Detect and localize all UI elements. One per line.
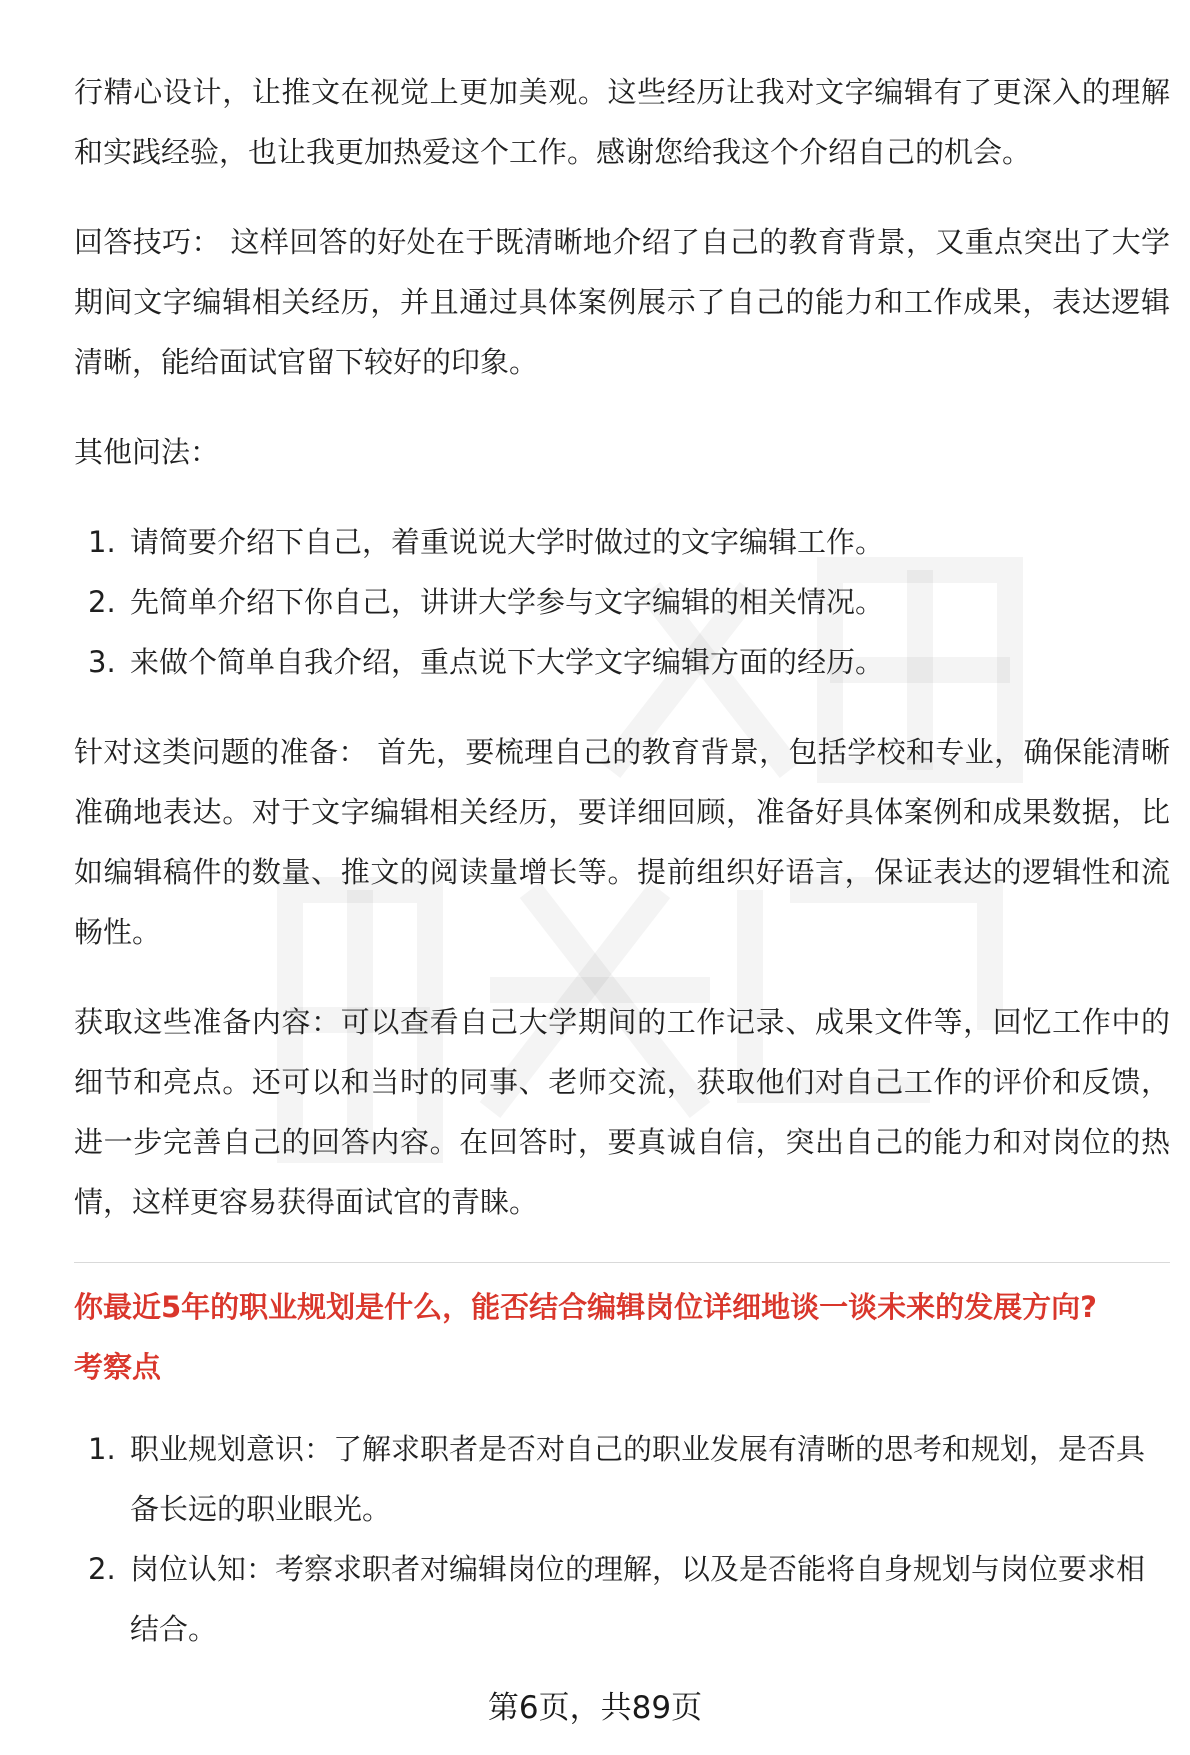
list-number: 1. [88, 525, 116, 559]
list-item [74, 632, 1170, 692]
page-indicator: 第6页，共89页 [487, 1690, 703, 1726]
list-item-text: 职业规划意识：了解求职者是否对自己的职业发展有清晰的思考和规划，是否具备长远的职业眼光。 [130, 1432, 1146, 1526]
list-item [74, 1539, 1170, 1659]
assessment-label: 考察点 [74, 1350, 162, 1384]
list-item-text: 请简要介绍下自己，着重说说大学时做过的文字编辑工作。 [130, 525, 885, 559]
section-divider [74, 1262, 1170, 1263]
list-item [74, 1419, 1170, 1539]
list-item-text: 来做个简单自我介绍，重点说下大学文字编辑方面的经历。 [130, 645, 885, 679]
paragraph-answer-tip: 回答技巧： 这样回答的好处在于既清晰地介绍了自己的教育背景，又重点突出了大学期间文字编辑相关经历，并且通过具体案例展示了自己的能力和工作成果，表达逻辑清晰，能给面试官留下较好的印象。 [74, 225, 1170, 379]
question-title: 你最近5年的职业规划是什么，能否结合编辑岗位详细地谈一谈未来的发展方向? [74, 1290, 1098, 1324]
document-page [74, 62, 1170, 1689]
paragraph-continuation: 行精心设计，让推文在视觉上更加美观。这些经历让我对文字编辑有了更深入的理解和实践经验，也让我更加热爱这个工作。感谢您给我这个介绍自己的机会。 [74, 75, 1170, 169]
list-number: 3. [88, 645, 116, 679]
list-item-text: 岗位认知：考察求职者对编辑岗位的理解，以及是否能将自身规划与岗位要求相结合。 [130, 1552, 1146, 1646]
list-number: 2. [88, 1552, 116, 1586]
other-questions-label: 其他问法： [74, 435, 220, 469]
paragraph-obtain-content: 获取这些准备内容：可以查看自己大学期间的工作记录、成果文件等，回忆工作中的细节和亮点。还可以和当时的同事、老师交流，获取他们对自己工作的评价和反馈，进一步完善自己的回答内容。在回答时，要真诚自信，突出自己的能力和对岗位的热情，这样更容易获得面试官的青睐。 [74, 1005, 1170, 1219]
assessment-points-list [74, 1419, 1170, 1659]
list-item-text: 先简单介绍下你自己，讲讲大学参与文字编辑的相关情况。 [130, 585, 885, 619]
list-number: 2. [88, 585, 116, 619]
other-questions-list [74, 512, 1170, 692]
list-item [74, 512, 1170, 572]
paragraph-preparation: 针对这类问题的准备： 首先，要梳理自己的教育背景，包括学校和专业，确保能清晰准确地表达。对于文字编辑相关经历，要详细回顾，准备好具体案例和成果数据，比如编辑稿件的数量、推文的阅读量增长等。提前组织好语言，保证表达的逻辑性和流畅性。 [74, 735, 1170, 949]
list-number: 1. [88, 1432, 116, 1466]
list-item [74, 572, 1170, 632]
